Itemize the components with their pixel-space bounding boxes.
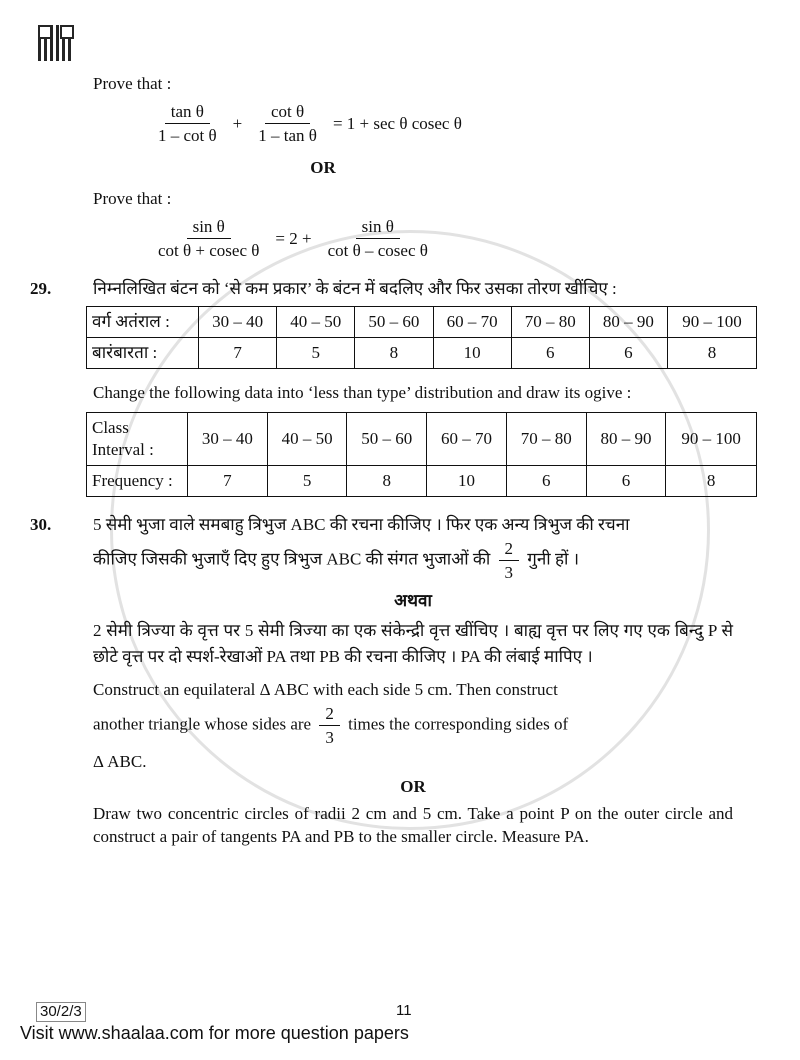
cell: 8 [666,466,757,497]
or-label: OR [310,158,336,177]
equation-2 [148,216,733,261]
cell: 50 – 60 [347,413,427,466]
cell: 70 – 80 [506,413,586,466]
content [30,72,742,848]
question-29 [30,277,742,497]
cell: 6 [511,338,589,369]
rhs: = 1 + sec θ cosec θ [332,114,462,133]
q29-english: Change the following data into ‘less than type’ distribution and draw its ogive : [93,383,632,402]
cell: 30 – 40 [188,413,268,466]
cell: 8 [668,338,757,369]
cell: 30 – 40 [198,307,276,338]
qr-code-icon [38,25,74,61]
or-label: OR [400,777,426,796]
numerator: sin θ [187,216,231,239]
cell: 50 – 60 [355,307,433,338]
denominator: 3 [325,728,334,747]
numerator: 2 [319,703,340,726]
text: times the corresponding sides of [348,714,569,734]
q29-hindi: निम्नलिखित बंटन को ‘से कम प्रकार’ के बंटन में बदलिए और फिर उसका तोरण खींचिए : [93,279,617,298]
cell: 6 [506,466,586,497]
row-label: वर्ग अतंराल : [87,307,199,338]
table-row [87,466,757,497]
cell: 8 [347,466,427,497]
table-row [87,307,757,338]
row-label: Frequency : [87,466,188,497]
q30-hindi-line1: 5 सेमी भुजा वाले समबाहु त्रिभुज ABC की रचना कीजिए । फिर एक अन्य त्रिभुज की रचना [93,515,630,534]
cell: 70 – 80 [511,307,589,338]
cell: 60 – 70 [427,413,507,466]
q30-en-or: Draw two concentric circles of radii 2 cm and 5 cm. Take a point P on the outer circle and construct a pair of tangents PA and PB to the smaller circle. Measure PA. [93,804,733,846]
cell: 40 – 50 [277,307,355,338]
mid: = 2 + [275,229,312,248]
english-frequency-table [86,412,757,497]
denominator: 3 [504,563,514,582]
cell: 90 – 100 [668,307,757,338]
question-30 [30,513,733,848]
cell: 5 [267,466,347,497]
cell: 60 – 70 [433,307,511,338]
visit-link[interactable]: Visit www.shaalaa.com for more question papers [20,1023,409,1043]
cell: 7 [188,466,268,497]
cell: 80 – 90 [589,307,667,338]
q30-hindi-or: 2 सेमी त्रिज्या के वृत्त पर 5 सेमी त्रिज्या का एक संकेन्द्री वृत्त खींचिए । बाह्य वृत्त पर लिए गए एक बिन्दु P से छोटे वृत्त पर दो स्पर्श-रेखाओं PA तथा PB की रचना कीजिए । PA की लंबाई मापिए । [93,621,733,666]
q30-en-line1: Construct an equilateral Δ ABC with each side 5 cm. Then construct [93,680,558,699]
cell: 40 – 50 [267,413,347,466]
q30-en-line2 [93,703,733,748]
numerator: sin θ [356,216,400,239]
text: गुनी हों । [527,549,580,569]
cell: 10 [427,466,507,497]
page-number: 11 [396,1002,412,1019]
row-label: Class Interval : [87,413,188,466]
denominator: cot θ + cosec θ [158,241,260,260]
footer [20,1000,780,1044]
footer-row [20,1000,780,1022]
cell: 90 – 100 [666,413,757,466]
text: another triangle whose sides are [93,714,312,734]
question-number-30: 30. [30,515,52,534]
cell: 6 [586,466,666,497]
cell: 6 [589,338,667,369]
text: कीजिए जिसकी भुजाएँ दिए हुए त्रिभुज ABC की संगत भुजाओं की [93,549,491,569]
question-number-29: 29. [30,279,52,298]
denominator: 1 – cot θ [158,126,217,145]
plus: + [232,114,243,133]
cell: 80 – 90 [586,413,666,466]
cell: 5 [277,338,355,369]
table-row [87,338,757,369]
cell: 10 [433,338,511,369]
table-row [87,413,757,466]
cell: 8 [355,338,433,369]
denominator: 1 – tan θ [258,126,317,145]
denominator: cot θ – cosec θ [327,241,428,260]
numerator: tan θ [165,101,210,124]
q30-en-line3: Δ ABC. [93,752,147,771]
row-label: बारंबारता : [87,338,199,369]
cell: 7 [198,338,276,369]
athva-label: अथवा [394,591,432,610]
prove-that-1: Prove that : [93,74,172,93]
prove-that-2: Prove that : [93,189,172,208]
numerator: cot θ [265,101,310,124]
q30-hindi-line2 [93,538,733,583]
paper-code-box: 30/2/3 [36,1002,86,1022]
hindi-frequency-table [86,306,757,369]
equation-1 [148,101,733,146]
numerator: 2 [499,538,520,561]
